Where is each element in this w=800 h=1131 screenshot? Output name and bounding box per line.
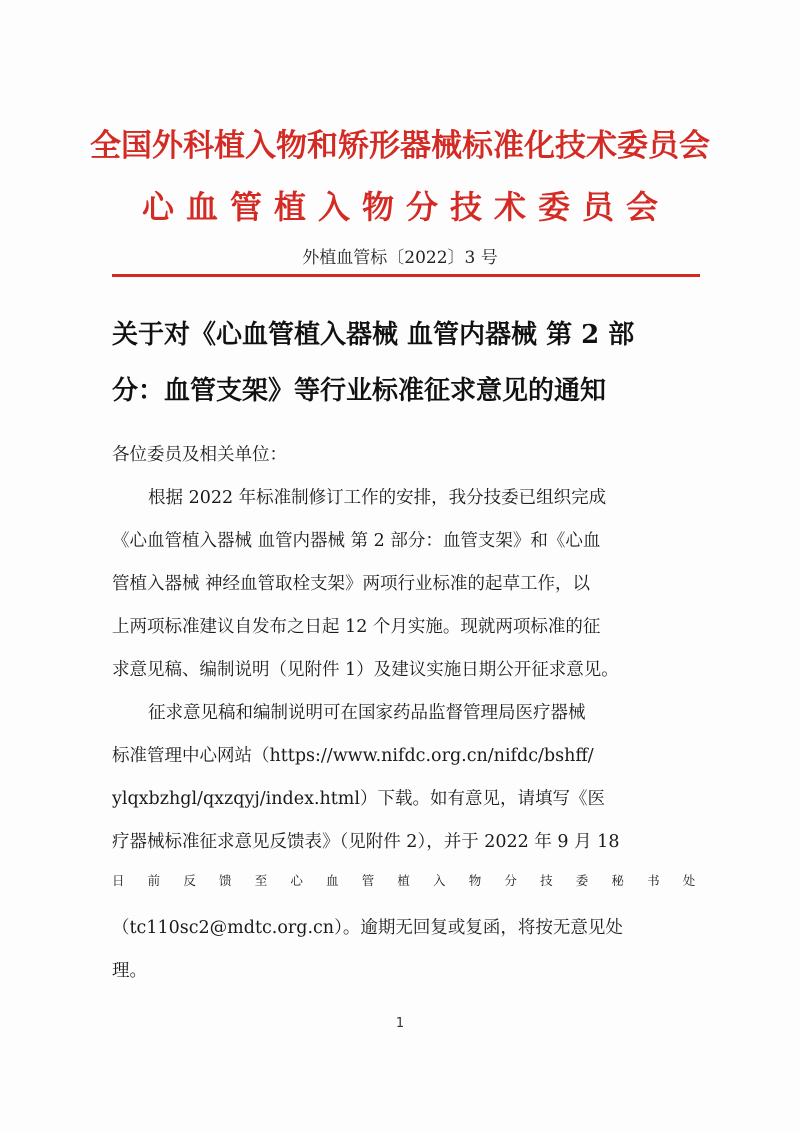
document-number: 外植血管标〔2022〕3 号 xyxy=(302,248,498,268)
paragraph-1-line: 《心血管植入器械 血管内器械 第 2 部分：血管支架》和《心血 xyxy=(112,531,601,551)
notice-title-line-1: 关于对《心血管植入器械 血管内器械 第 2 部 xyxy=(112,320,635,350)
paragraph-1-line: 上两项标准建议自发布之日起 12 个月实施。现就两项标准的征 xyxy=(112,617,601,637)
paragraph-2-line: 征求意见稿和编制说明可在国家药品监督管理局医疗器械 xyxy=(148,703,586,723)
paragraph-2-line: 理。 xyxy=(112,961,147,981)
salutation: 各位委员及相关单位： xyxy=(112,445,287,465)
paragraph-2-line: ylqxbzhgl/qxzqyj/index.html）下载。如有意见，请填写《医 xyxy=(112,789,605,809)
header-red-rule xyxy=(112,274,700,277)
paragraph-1-line: 求意见稿、编制说明（见附件 1）及建议实施日期公开征求意见。 xyxy=(112,660,619,680)
paragraph-1-line: 根据 2022 年标准制修订工作的安排，我分技委已组织完成 xyxy=(148,488,607,508)
paragraph-1-line: 管植入器械 神经血管取栓支架》两项行业标准的起草工作，以 xyxy=(112,574,591,594)
org-name-line-2: 心血管植入物分技术委员会 xyxy=(141,188,670,226)
notice-title-line-2: 分：血管支架》等行业标准征求意见的通知 xyxy=(112,376,607,406)
paragraph-2-line: （tc110sc2@mdtc.org.cn）。逾期无回复或复函，将按无意见处 xyxy=(112,918,623,938)
paragraph-2-line: 日 前 反 馈 至 心 血 管 植 入 物 分 技 委 秘 书 处 xyxy=(112,873,705,888)
paragraph-2-line: 标准管理中心网站（https://www.nifdc.org.cn/nifdc/bshff/ xyxy=(112,746,594,766)
page-number: 1 xyxy=(395,1016,405,1031)
org-name-line-1: 全国外科植入物和矫形器械标准化技术委员会 xyxy=(90,128,710,164)
paragraph-2-line: 疗器械标准征求意见反馈表》（见附件 2），并于 2022 年 9 月 18 xyxy=(112,832,620,852)
